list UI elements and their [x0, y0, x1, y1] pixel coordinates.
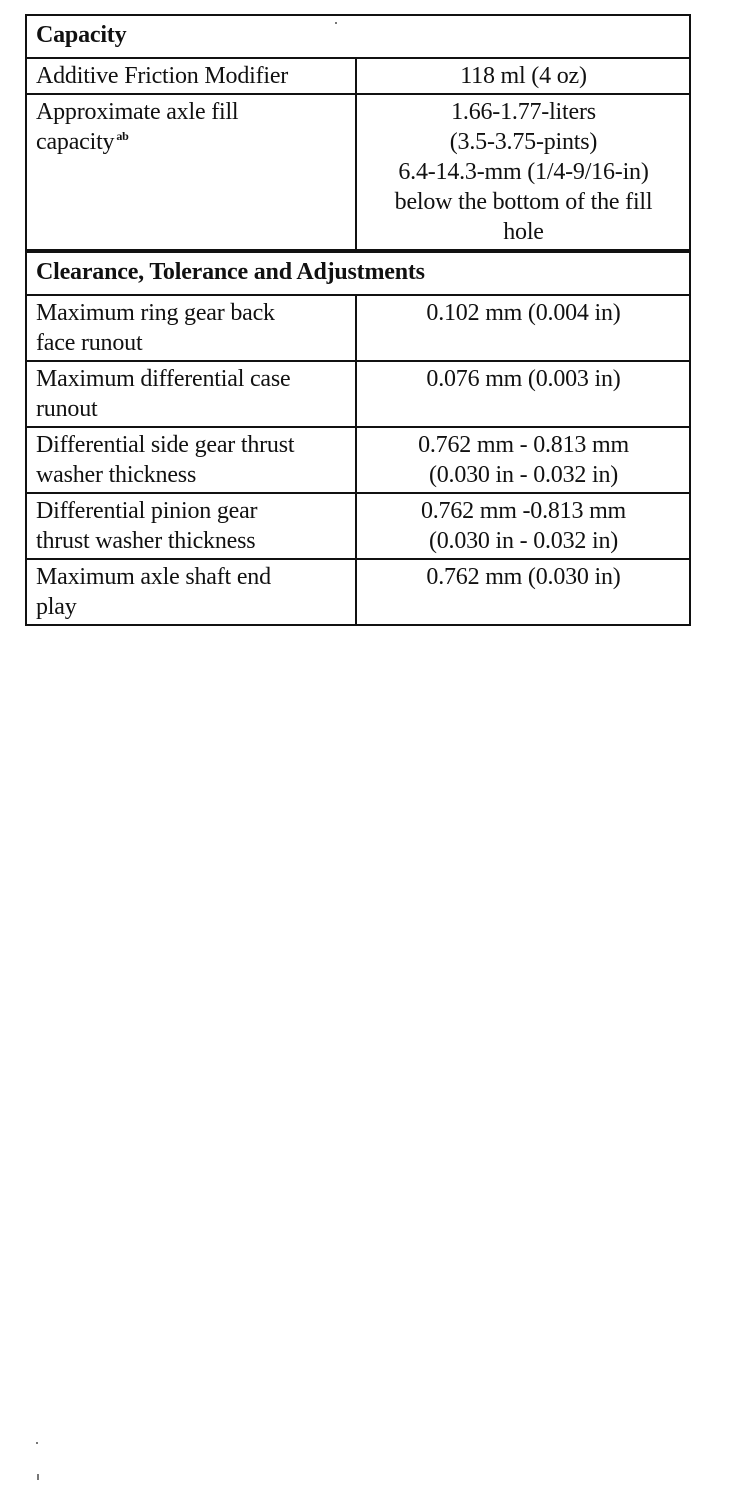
label-line: washer thickness — [36, 462, 197, 488]
spec-label — [26, 295, 356, 361]
value-line: 6.4-14.3-mm (1/4-9/16-in) — [398, 159, 649, 185]
spec-value — [356, 559, 690, 625]
label-line: face runout — [36, 330, 143, 356]
label-line-text: capacity — [36, 129, 115, 155]
value-line: below the bottom of the fill — [394, 189, 653, 215]
spec-value — [356, 493, 690, 559]
value-line: 1.66-1.77-liters — [451, 99, 596, 125]
label-line — [36, 127, 347, 157]
spec-label — [26, 559, 356, 625]
value-line: (0.030 in - 0.032 in) — [428, 462, 619, 488]
section-header-clearance — [26, 251, 690, 295]
value-line: (3.5-3.75-pints) — [449, 129, 598, 155]
spec-label — [26, 493, 356, 559]
value-line: hole — [503, 219, 544, 245]
footnote-marker: ab — [116, 129, 129, 143]
label-line: play — [36, 594, 77, 620]
value-line: 0.076 mm (0.003 in) — [426, 366, 621, 392]
spec-label — [26, 427, 356, 493]
table-row — [26, 559, 690, 625]
label-line: thrust washer thickness — [36, 528, 256, 554]
value-line: 0.762 mm (0.030 in) — [426, 564, 621, 590]
table-row — [26, 493, 690, 559]
value-line: 0.102 mm (0.004 in) — [426, 300, 621, 326]
spec-value — [356, 361, 690, 427]
scan-speck — [37, 1474, 39, 1480]
spec-value — [356, 295, 690, 361]
table-row — [26, 295, 690, 361]
label-line: Maximum ring gear back — [36, 300, 275, 326]
value-line: 0.762 mm -0.813 mm — [420, 498, 627, 524]
label-line: Maximum differential case — [36, 366, 291, 392]
scan-speck — [335, 22, 337, 24]
section-title: Clearance, Tolerance and Adjustments — [26, 251, 690, 295]
section-header-capacity — [26, 15, 690, 58]
label-line: Additive Friction Modifier — [36, 63, 289, 89]
label-line: Approximate axle fill — [36, 99, 239, 125]
spec-value — [356, 94, 690, 251]
spec-label — [26, 58, 356, 94]
label-line: Differential pinion gear — [36, 498, 258, 524]
scan-speck — [36, 1442, 38, 1444]
section-title: Capacity — [26, 15, 690, 58]
table-row — [26, 58, 690, 94]
label-line: runout — [36, 396, 98, 422]
specifications-table — [25, 14, 691, 626]
value-line: 118 ml (4 oz) — [460, 63, 587, 89]
table-row — [26, 427, 690, 493]
spec-value — [356, 427, 690, 493]
spec-label — [26, 361, 356, 427]
spec-value — [356, 58, 690, 94]
label-line: Maximum axle shaft end — [36, 564, 271, 590]
value-line: (0.030 in - 0.032 in) — [428, 528, 619, 554]
value-line: 0.762 mm - 0.813 mm — [418, 432, 629, 458]
spec-label — [26, 94, 356, 251]
table-row — [26, 94, 690, 251]
label-line: Differential side gear thrust — [36, 432, 295, 458]
table-row — [26, 361, 690, 427]
